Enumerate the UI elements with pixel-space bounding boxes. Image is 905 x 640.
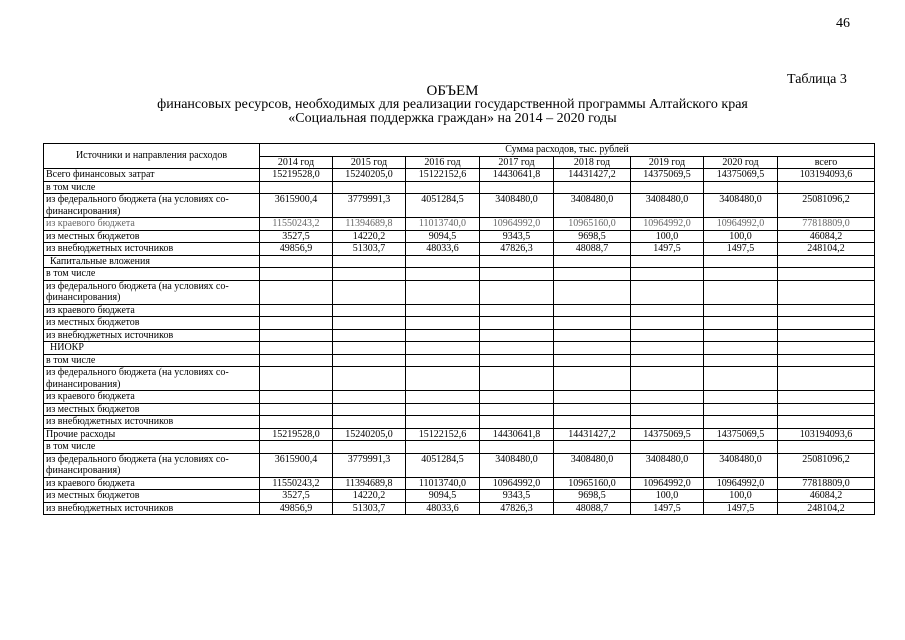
- cell-value: [554, 416, 631, 429]
- cell-value: 3408480,0: [631, 194, 704, 218]
- cell-value: [554, 255, 631, 268]
- cell-value: 15219528,0: [260, 169, 333, 182]
- cell-total: [778, 317, 875, 330]
- cell-value: 14430641,8: [480, 169, 554, 182]
- cell-value: [406, 255, 480, 268]
- cell-value: 48033,6: [406, 502, 480, 515]
- cell-value: 9343,5: [480, 490, 554, 503]
- header-sum-group: Сумма расходов, тыс. рублей: [260, 144, 875, 157]
- row-label: Прочие расходы: [44, 428, 260, 441]
- cell-value: [406, 342, 480, 355]
- cell-total: [778, 403, 875, 416]
- cell-total: [778, 342, 875, 355]
- header-year: 2019 год: [631, 156, 704, 169]
- cell-value: 11394689,8: [333, 218, 406, 231]
- cell-value: [631, 304, 704, 317]
- table-row: [44, 243, 875, 256]
- cell-value: [631, 317, 704, 330]
- row-label: из местных бюджетов: [44, 230, 260, 243]
- cell-value: 3408480,0: [480, 194, 554, 218]
- table-row: [44, 416, 875, 429]
- cell-value: 48088,7: [554, 502, 631, 515]
- financing-table: [43, 143, 875, 515]
- cell-value: [333, 329, 406, 342]
- cell-total: [778, 304, 875, 317]
- table-row: [44, 477, 875, 490]
- cell-value: [333, 304, 406, 317]
- cell-value: [406, 181, 480, 194]
- header-total: всего: [778, 156, 875, 169]
- cell-value: [480, 367, 554, 391]
- table-body: [44, 144, 875, 515]
- cell-total: 25081096,2: [778, 194, 875, 218]
- cell-value: [480, 416, 554, 429]
- table-row: [44, 194, 875, 218]
- cell-total: [778, 255, 875, 268]
- cell-value: [406, 367, 480, 391]
- cell-total: [778, 416, 875, 429]
- cell-value: [704, 329, 778, 342]
- table-row: [44, 329, 875, 342]
- cell-value: [333, 342, 406, 355]
- cell-value: 47826,3: [480, 243, 554, 256]
- row-label: в том числе: [44, 354, 260, 367]
- table-row: [44, 280, 875, 304]
- cell-value: [333, 367, 406, 391]
- cell-value: 10964992,0: [631, 218, 704, 231]
- cell-value: [406, 354, 480, 367]
- row-label: из федерального бюджета (на условиях со-финансирования): [44, 453, 260, 477]
- cell-value: [480, 403, 554, 416]
- table-row: [44, 403, 875, 416]
- cell-value: [554, 329, 631, 342]
- cell-value: [631, 391, 704, 404]
- cell-value: [260, 280, 333, 304]
- cell-value: [704, 416, 778, 429]
- cell-value: 14375069,5: [631, 169, 704, 182]
- cell-value: [333, 280, 406, 304]
- title-line-1: ОБЪЕМ: [426, 83, 479, 99]
- header-year: 2014 год: [260, 156, 333, 169]
- cell-value: [406, 329, 480, 342]
- cell-value: 3408480,0: [704, 194, 778, 218]
- row-label: из федерального бюджета (на условиях со-финансирования): [44, 194, 260, 218]
- cell-total: 248104,2: [778, 502, 875, 515]
- row-label: из местных бюджетов: [44, 490, 260, 503]
- table-row: [44, 441, 875, 454]
- cell-value: 14431427,2: [554, 169, 631, 182]
- cell-value: 10965160,0: [554, 218, 631, 231]
- cell-value: [333, 181, 406, 194]
- cell-value: [333, 391, 406, 404]
- cell-value: 15240205,0: [333, 169, 406, 182]
- cell-value: 14375069,5: [631, 428, 704, 441]
- cell-value: [554, 403, 631, 416]
- cell-value: [631, 342, 704, 355]
- cell-value: [704, 342, 778, 355]
- cell-value: [480, 441, 554, 454]
- cell-value: [554, 317, 631, 330]
- cell-value: 100,0: [631, 230, 704, 243]
- cell-value: 14375069,5: [704, 169, 778, 182]
- cell-value: [406, 403, 480, 416]
- table-row: [44, 268, 875, 281]
- cell-total: [778, 391, 875, 404]
- cell-value: [406, 268, 480, 281]
- table-row: [44, 342, 875, 355]
- row-label: из внебюджетных источников: [44, 502, 260, 515]
- cell-value: 10964992,0: [631, 477, 704, 490]
- row-label: из внебюджетных источников: [44, 329, 260, 342]
- cell-value: 49856,9: [260, 502, 333, 515]
- cell-value: 3779991,3: [333, 453, 406, 477]
- cell-value: [406, 391, 480, 404]
- cell-value: 3408480,0: [480, 453, 554, 477]
- cell-value: 4051284,5: [406, 194, 480, 218]
- cell-value: [631, 268, 704, 281]
- row-label: из местных бюджетов: [44, 403, 260, 416]
- page-number: 46: [836, 16, 850, 31]
- cell-value: [406, 317, 480, 330]
- cell-value: [704, 354, 778, 367]
- header-year: 2020 год: [704, 156, 778, 169]
- row-label: из краевого бюджета: [44, 218, 260, 231]
- cell-value: 3408480,0: [704, 453, 778, 477]
- cell-value: 3408480,0: [554, 194, 631, 218]
- cell-value: [631, 416, 704, 429]
- row-label: из федерального бюджета (на условиях со-финансирования): [44, 367, 260, 391]
- cell-value: [333, 255, 406, 268]
- cell-value: 9698,5: [554, 490, 631, 503]
- row-label: из федерального бюджета (на условиях со-финансирования): [44, 280, 260, 304]
- cell-value: 3527,5: [260, 490, 333, 503]
- cell-value: [631, 280, 704, 304]
- cell-value: 14220,2: [333, 230, 406, 243]
- cell-value: [704, 268, 778, 281]
- cell-value: [406, 441, 480, 454]
- table-row: [44, 304, 875, 317]
- cell-value: 48033,6: [406, 243, 480, 256]
- cell-value: 48088,7: [554, 243, 631, 256]
- cell-value: [704, 255, 778, 268]
- cell-value: [704, 181, 778, 194]
- row-label: Всего финансовых затрат: [44, 169, 260, 182]
- row-label: из внебюджетных источников: [44, 243, 260, 256]
- cell-value: 14431427,2: [554, 428, 631, 441]
- cell-total: [778, 367, 875, 391]
- cell-total: [778, 268, 875, 281]
- cell-value: 100,0: [704, 230, 778, 243]
- row-label: из краевого бюджета: [44, 304, 260, 317]
- cell-value: 51303,7: [333, 502, 406, 515]
- cell-value: [704, 317, 778, 330]
- cell-value: [631, 441, 704, 454]
- cell-value: [333, 403, 406, 416]
- table-row: [44, 391, 875, 404]
- cell-total: [778, 280, 875, 304]
- cell-total: 46084,2: [778, 490, 875, 503]
- row-label: из краевого бюджета: [44, 477, 260, 490]
- cell-value: [406, 280, 480, 304]
- cell-value: 9698,5: [554, 230, 631, 243]
- table-label: Таблица 3: [787, 72, 847, 87]
- cell-value: 1497,5: [704, 502, 778, 515]
- header-year: 2017 год: [480, 156, 554, 169]
- cell-value: [260, 268, 333, 281]
- cell-value: 10965160,0: [554, 477, 631, 490]
- cell-value: [554, 304, 631, 317]
- cell-value: [333, 354, 406, 367]
- cell-value: 3408480,0: [631, 453, 704, 477]
- cell-total: [778, 354, 875, 367]
- cell-value: [631, 367, 704, 391]
- cell-value: 11550243,2: [260, 218, 333, 231]
- cell-value: [260, 342, 333, 355]
- cell-value: [260, 181, 333, 194]
- cell-value: [480, 342, 554, 355]
- cell-value: [704, 441, 778, 454]
- row-label: из краевого бюджета: [44, 391, 260, 404]
- cell-value: [260, 354, 333, 367]
- table-row: [44, 181, 875, 194]
- table-row: [44, 490, 875, 503]
- cell-value: [260, 317, 333, 330]
- cell-value: [631, 354, 704, 367]
- cell-value: 14220,2: [333, 490, 406, 503]
- table-row: [44, 502, 875, 515]
- cell-value: 4051284,5: [406, 453, 480, 477]
- cell-total: 103194093,6: [778, 428, 875, 441]
- cell-value: 3527,5: [260, 230, 333, 243]
- cell-value: 10964992,0: [480, 477, 554, 490]
- cell-value: [260, 329, 333, 342]
- title-line-3: «Социальная поддержка граждан» на 2014 – 2020 годы: [288, 111, 617, 126]
- cell-value: 15240205,0: [333, 428, 406, 441]
- cell-value: 14375069,5: [704, 428, 778, 441]
- cell-value: 15219528,0: [260, 428, 333, 441]
- cell-value: 10964992,0: [704, 218, 778, 231]
- row-label: Капитальные вложения: [44, 255, 260, 268]
- cell-value: [704, 304, 778, 317]
- cell-value: [333, 416, 406, 429]
- cell-value: 47826,3: [480, 502, 554, 515]
- cell-value: [480, 304, 554, 317]
- table-row: [44, 453, 875, 477]
- cell-value: 9343,5: [480, 230, 554, 243]
- cell-value: [480, 329, 554, 342]
- cell-value: [704, 391, 778, 404]
- cell-value: [631, 329, 704, 342]
- cell-total: 77818809,0: [778, 218, 875, 231]
- header-year: 2016 год: [406, 156, 480, 169]
- cell-value: [480, 255, 554, 268]
- cell-value: 100,0: [704, 490, 778, 503]
- cell-value: [406, 416, 480, 429]
- row-label: в том числе: [44, 441, 260, 454]
- cell-value: 3615900,4: [260, 194, 333, 218]
- cell-value: [260, 403, 333, 416]
- cell-value: 1497,5: [704, 243, 778, 256]
- cell-value: [554, 280, 631, 304]
- cell-value: [480, 391, 554, 404]
- cell-total: [778, 441, 875, 454]
- cell-value: 10964992,0: [704, 477, 778, 490]
- cell-value: 49856,9: [260, 243, 333, 256]
- row-label: в том числе: [44, 181, 260, 194]
- cell-value: [554, 181, 631, 194]
- cell-value: 11394689,8: [333, 477, 406, 490]
- cell-value: 51303,7: [333, 243, 406, 256]
- cell-value: [406, 304, 480, 317]
- cell-value: 9094,5: [406, 230, 480, 243]
- row-label: из внебюджетных источников: [44, 416, 260, 429]
- table-row: [44, 367, 875, 391]
- cell-value: [480, 181, 554, 194]
- cell-value: [631, 181, 704, 194]
- cell-total: [778, 181, 875, 194]
- cell-value: [260, 441, 333, 454]
- cell-value: [333, 317, 406, 330]
- cell-total: 248104,2: [778, 243, 875, 256]
- header-year: 2015 год: [333, 156, 406, 169]
- cell-value: 14430641,8: [480, 428, 554, 441]
- cell-total: 103194093,6: [778, 169, 875, 182]
- cell-value: 10964992,0: [480, 218, 554, 231]
- cell-value: 11013740,0: [406, 218, 480, 231]
- cell-value: [480, 280, 554, 304]
- table-row: [44, 169, 875, 182]
- cell-value: [554, 391, 631, 404]
- cell-value: [333, 441, 406, 454]
- cell-value: [554, 354, 631, 367]
- cell-value: [333, 268, 406, 281]
- table-row: [44, 255, 875, 268]
- cell-value: [260, 304, 333, 317]
- cell-total: [778, 329, 875, 342]
- cell-value: 9094,5: [406, 490, 480, 503]
- cell-value: [704, 367, 778, 391]
- table-row: [44, 317, 875, 330]
- cell-value: [260, 416, 333, 429]
- cell-value: [631, 255, 704, 268]
- cell-value: [554, 342, 631, 355]
- cell-total: 77818809,0: [778, 477, 875, 490]
- cell-total: 46084,2: [778, 230, 875, 243]
- header-row-1: [44, 144, 875, 157]
- table-row: [44, 218, 875, 231]
- cell-value: 3408480,0: [554, 453, 631, 477]
- cell-value: 15122152,6: [406, 428, 480, 441]
- cell-value: 11013740,0: [406, 477, 480, 490]
- table-row: [44, 354, 875, 367]
- table-row: [44, 230, 875, 243]
- table-row: [44, 428, 875, 441]
- cell-value: 15122152,6: [406, 169, 480, 182]
- cell-value: [631, 403, 704, 416]
- cell-value: 3615900,4: [260, 453, 333, 477]
- row-label: из местных бюджетов: [44, 317, 260, 330]
- cell-value: [480, 268, 554, 281]
- document-title: [0, 84, 905, 126]
- cell-value: [554, 441, 631, 454]
- cell-value: [704, 280, 778, 304]
- cell-value: 1497,5: [631, 502, 704, 515]
- cell-value: 3779991,3: [333, 194, 406, 218]
- cell-value: [554, 268, 631, 281]
- cell-value: [260, 391, 333, 404]
- cell-value: [704, 403, 778, 416]
- cell-total: 25081096,2: [778, 453, 875, 477]
- header-year: 2018 год: [554, 156, 631, 169]
- cell-value: [480, 354, 554, 367]
- cell-value: [260, 367, 333, 391]
- cell-value: 100,0: [631, 490, 704, 503]
- cell-value: [480, 317, 554, 330]
- cell-value: [554, 367, 631, 391]
- header-source-col: Источники и направления расходов: [44, 144, 260, 169]
- row-label: в том числе: [44, 268, 260, 281]
- cell-value: 11550243,2: [260, 477, 333, 490]
- row-label: НИОКР: [44, 342, 260, 355]
- cell-value: [260, 255, 333, 268]
- cell-value: 1497,5: [631, 243, 704, 256]
- title-line-2: финансовых ресурсов, необходимых для реализации государственной программы Алтайского края: [157, 97, 748, 112]
